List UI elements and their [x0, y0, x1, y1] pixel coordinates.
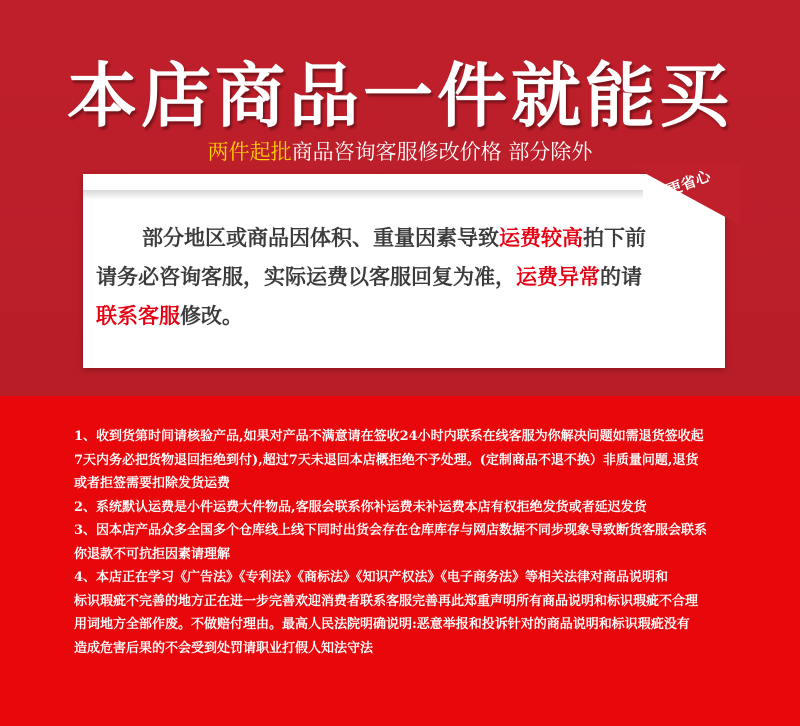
note-line: 7天内务必把货物退回拒绝到付),超过7天未退回本店概拒绝不予处理。(定制商品不退不换）非质量问题,退货 [74, 452, 699, 468]
subtitle-text: 商品咨询客服修改价格 部分除外 [291, 140, 593, 164]
note-line: 你退款不可抗拒因素请理解 [74, 546, 231, 562]
subtitle [0, 136, 800, 166]
page-title: 本店商品一件就能买 [67, 55, 733, 137]
notice-highlight: 运费异常 [516, 264, 600, 289]
note-line: 用词地方全部作废。不做赔付理由。最高人民法院明确说明:恶意举报和投诉针对的商品说明和标识瑕疵没有 [74, 617, 690, 632]
note-line: 或者拒签需要扣除发货运费 [74, 476, 231, 491]
note-line: 标识瑕疵不完善的地方正在进一步完善欢迎消费者联系客服完善再此郑重声明所有商品说明和标识瑕疵不合理 [74, 593, 699, 609]
notice-text: 拍下前 [583, 225, 646, 250]
shipping-notice [96, 218, 720, 335]
notice-line-2 [96, 257, 720, 296]
card-shadow [83, 190, 643, 200]
notice-text: 请务必咨询客服，实际运费以客服回复为准， [96, 264, 516, 289]
notice-text: 修改。 [180, 303, 243, 328]
subtitle-highlight: 两件起批 [207, 140, 292, 164]
ribbon-label: 更省心 [664, 166, 713, 200]
note-line: 3、因本店产品众多全国多个仓库线上线下同时出货会存在仓库库存与网店数据不同步现象导致断货客服会联系 [74, 523, 708, 538]
note-line: 2、系统默认运费是小件运费大件物品,客服会联系你补运费未补运费本店有权拒绝发货或者延迟发货 [74, 499, 647, 515]
note-line: 4、本店正在学习《广告法》《专利法》《商标法》《知识产权法》《电子商务法》等相关法律对商品说明和 [74, 570, 669, 585]
policy-notes [74, 425, 744, 660]
notice-line-3 [96, 296, 720, 335]
notice-line-1 [96, 218, 720, 257]
note-line: 1、收到货第时间请核验产品,如果对产品不满意请在签收24小时内联系在线客服为你解决问题如需退货签收起 [74, 429, 704, 444]
notice-text: 部分地区或商品因体积、重量因素导致 [142, 225, 499, 250]
notice-highlight: 联系客服 [96, 303, 180, 328]
notice-highlight: 运费较高 [499, 225, 583, 250]
note-line: 造成危害后果的不会受到处罚请职业打假人知法守法 [74, 640, 374, 656]
notice-text: 的请 [600, 264, 642, 289]
